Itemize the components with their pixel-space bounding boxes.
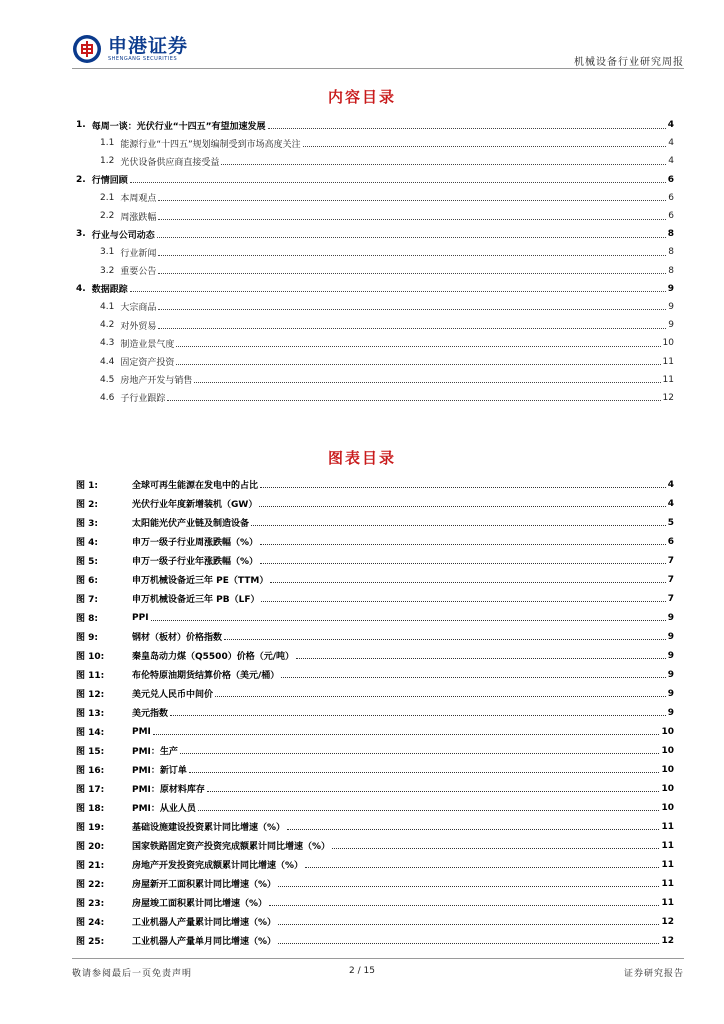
toc-entry-label: 数据跟踪 [91, 285, 128, 296]
dot-leader [260, 544, 666, 545]
report-type: 机械设备行业研究周报 [574, 57, 684, 68]
figure-entry-number: 图 9: [76, 633, 98, 643]
figure-entry-page: 9 [667, 688, 674, 699]
toc-entry[interactable] [76, 298, 674, 316]
figure-entry-label: 申万机械设备近三年 PB（LF） [132, 595, 260, 605]
toc-entry-page: 4 [668, 138, 674, 149]
dot-leader [130, 182, 666, 183]
figure-entry[interactable] [76, 836, 674, 855]
dot-leader [332, 848, 659, 849]
figure-entry-label: 美元兑人民币中间价 [132, 690, 214, 700]
figure-entry-number: 图 16: [76, 766, 105, 776]
toc-entry-label: 对外贸易 [120, 321, 157, 332]
dot-leader [157, 237, 666, 238]
dot-leader [287, 829, 659, 830]
figure-entry-page: 9 [667, 612, 674, 623]
dot-leader [270, 582, 665, 583]
dot-leader [198, 810, 660, 811]
figure-entry-page: 11 [661, 859, 674, 870]
figure-list [76, 475, 674, 950]
dot-leader [158, 309, 666, 310]
figure-entry-label: 工业机器人产量单月同比增速（%） [132, 937, 277, 947]
dot-leader [130, 291, 666, 292]
figure-entry[interactable] [76, 893, 674, 912]
figure-entry-page: 12 [661, 935, 674, 946]
figure-entry-label: PMI：新订单 [132, 766, 187, 776]
figure-entry-page: 7 [667, 593, 674, 604]
toc-entry-label: 每周一谈：光伏行业“十四五”有望加速发展 [91, 121, 266, 132]
figure-entry-number: 图 21: [76, 861, 105, 871]
toc-entry-label: 光伏设备供应商直接受益 [120, 157, 220, 168]
figure-entry-page: 11 [661, 897, 674, 908]
figure-entry-label: 光伏行业年度新增装机（GW） [132, 500, 258, 510]
dot-leader [281, 677, 665, 678]
figure-entry-page: 11 [661, 840, 674, 851]
toc-entry[interactable] [76, 389, 674, 407]
toc-entry-number: 3.1 [100, 247, 115, 258]
toc-entry[interactable] [76, 243, 674, 261]
toc-entry[interactable] [76, 280, 674, 298]
figure-entry-number: 图 18: [76, 804, 105, 814]
figure-entry[interactable] [76, 798, 674, 817]
toc-entry-label: 子行业跟踪 [120, 394, 166, 405]
figure-entry-page: 11 [661, 821, 674, 832]
toc-entry-number: 2.1 [100, 192, 115, 203]
figure-entry[interactable] [76, 722, 674, 741]
figure-entry-page: 4 [667, 479, 674, 490]
toc-entry-number: 1.1 [100, 138, 115, 149]
dot-leader [176, 346, 660, 347]
figure-entry-label: 太阳能光伏产业链及制造设备 [132, 519, 250, 529]
figure-entry-number: 图 11: [76, 671, 105, 681]
dot-leader [305, 867, 659, 868]
figure-entry-number: 图 6: [76, 576, 98, 586]
footer-disclaimer: 敬请参阅最后一页免责声明 [72, 969, 193, 979]
toc-entry[interactable] [76, 352, 674, 370]
figure-entry-number: 图 15: [76, 747, 105, 757]
figure-entry-number: 图 19: [76, 823, 105, 833]
dot-leader [260, 487, 666, 488]
toc-entry-number: 4.6 [100, 392, 115, 403]
dot-leader [303, 146, 667, 147]
dot-leader [221, 164, 666, 165]
footer-divider [72, 958, 684, 959]
figure-entry-label: 申万一级子行业年涨跌幅（%） [132, 557, 259, 567]
table-of-contents [76, 116, 674, 407]
figure-entry-label: 国家铁路固定资产投资完成额累计同比增速（%） [132, 842, 331, 852]
dot-leader [278, 943, 659, 944]
figure-entry-number: 图 23: [76, 899, 105, 909]
toc-entry-page: 6 [668, 211, 674, 222]
logo-name-en: SHENGANG SECURITIES [108, 55, 178, 62]
figure-entry-number: 图 14: [76, 728, 105, 738]
dot-leader [180, 753, 660, 754]
figure-entry[interactable] [76, 494, 674, 513]
figure-entry-label: 布伦特原油期货结算价格（美元/桶） [132, 671, 280, 681]
figure-entry-label: PMI：生产 [132, 747, 178, 757]
dot-leader [261, 601, 665, 602]
figure-entry[interactable] [76, 779, 674, 798]
figure-entry-label: PMI：从业人员 [132, 804, 196, 814]
dot-leader [278, 924, 659, 925]
figure-entry-label: PMI [132, 726, 151, 737]
toc-entry-page: 6 [667, 174, 674, 185]
toc-entry-number: 2.2 [100, 211, 115, 222]
figure-entry-number: 图 8: [76, 614, 98, 624]
figure-entry-label: 秦皇岛动力煤（Q5500）价格（元/吨） [132, 652, 294, 662]
figure-entry-number: 图 1: [76, 481, 98, 491]
dot-leader [278, 886, 659, 887]
toc-entry-label: 制造业景气度 [120, 339, 175, 350]
toc-entry-label: 行业新闻 [120, 248, 157, 259]
figure-entry[interactable] [76, 912, 674, 931]
figure-entry-page: 4 [667, 498, 674, 509]
figure-entry[interactable] [76, 855, 674, 874]
toc-entry-page: 8 [668, 247, 674, 258]
toc-entry-page: 12 [662, 392, 674, 403]
figure-entry-label: 工业机器人产量累计同比增速（%） [132, 918, 277, 928]
toc-entry-number: 1.2 [100, 156, 115, 167]
toc-entry-page: 11 [662, 374, 674, 385]
toc-entry-label: 固定资产投资 [120, 358, 175, 369]
toc-entry-label: 行情回顾 [91, 176, 128, 187]
dot-leader [158, 200, 666, 201]
logo-name-cn: 申港证券 [108, 34, 189, 57]
figure-entry-page: 10 [661, 745, 674, 756]
toc-entry[interactable] [76, 116, 674, 134]
dot-leader [215, 696, 666, 697]
toc-entry-number: 4.3 [100, 338, 115, 349]
dot-leader [158, 328, 666, 329]
figure-entry-page: 9 [667, 669, 674, 680]
toc-entry-number: 4.4 [100, 356, 115, 367]
figure-entry-number: 图 3: [76, 519, 98, 529]
toc-entry-number: 2. [76, 174, 86, 185]
figure-entry[interactable] [76, 741, 674, 760]
figure-entry[interactable] [76, 475, 674, 494]
shengang-logo-icon [72, 34, 102, 64]
figure-entry[interactable] [76, 627, 674, 646]
dot-leader [260, 563, 666, 564]
dot-leader [151, 620, 666, 621]
figure-entry-label: 申万一级子行业周涨跌幅（%） [132, 538, 259, 548]
figure-entry-number: 图 4: [76, 538, 98, 548]
figure-entry-page: 9 [667, 707, 674, 718]
toc-entry[interactable] [76, 189, 674, 207]
toc-entry-label: 周涨跌幅 [120, 212, 157, 223]
toc-entry-page: 9 [668, 301, 674, 312]
figure-entry-number: 图 7: [76, 595, 98, 605]
figure-entry-number: 图 2: [76, 500, 98, 510]
figure-entry-label: 房地产开发投资完成额累计同比增速（%） [132, 861, 304, 871]
dot-leader [189, 772, 660, 773]
toc-entry-number: 1. [76, 120, 86, 131]
toc-entry-page: 8 [668, 265, 674, 276]
figure-entry[interactable] [76, 646, 674, 665]
toc-entry-label: 本周观点 [120, 194, 157, 205]
figure-entry-page: 9 [667, 631, 674, 642]
figure-entry-label: 美元指数 [132, 709, 169, 719]
figure-entry-number: 图 10: [76, 652, 105, 662]
figure-entry-label: 房屋竣工面积累计同比增速（%） [132, 899, 268, 909]
figures-title: 图表目录 [327, 449, 396, 467]
toc-entry-page: 11 [662, 356, 674, 367]
toc-entry[interactable] [76, 134, 674, 152]
figure-entry-page: 10 [661, 764, 674, 775]
figure-entry-page: 5 [667, 517, 674, 528]
toc-entry[interactable] [76, 207, 674, 225]
dot-leader [170, 715, 666, 716]
toc-entry-page: 9 [667, 283, 674, 294]
toc-entry-page: 9 [668, 320, 674, 331]
toc-entry[interactable] [76, 152, 674, 170]
toc-entry-label: 重要公告 [120, 267, 157, 278]
dot-leader [153, 734, 660, 735]
figure-entry-label: 申万机械设备近三年 PE（TTM） [132, 576, 269, 586]
toc-entry-label: 房地产开发与销售 [120, 376, 193, 387]
figure-entry-number: 图 13: [76, 709, 105, 719]
toc-entry[interactable] [76, 171, 674, 189]
toc-entry-label: 行业与公司动态 [91, 230, 155, 241]
figure-entry[interactable] [76, 608, 674, 627]
page-header [72, 32, 684, 72]
figure-entry[interactable] [76, 931, 674, 950]
toc-entry-page: 6 [668, 192, 674, 203]
dot-leader [296, 658, 666, 659]
figure-entry[interactable] [76, 570, 674, 589]
figure-entry-page: 12 [661, 916, 674, 927]
toc-entry-page: 4 [668, 156, 674, 167]
figure-entry-page: 7 [667, 555, 674, 566]
figure-entry[interactable] [76, 874, 674, 893]
toc-entry-page: 10 [662, 338, 674, 349]
dot-leader [259, 506, 665, 507]
toc-entry[interactable] [76, 262, 674, 280]
figure-entry[interactable] [76, 817, 674, 836]
dot-leader [158, 273, 666, 274]
toc-entry-number: 4.2 [100, 320, 115, 331]
figure-entry-label: 基础设施建设投资累计同比增速（%） [132, 823, 286, 833]
toc-entry-number: 4.5 [100, 374, 115, 385]
toc-entry-number: 4. [76, 283, 86, 294]
dot-leader [158, 255, 666, 256]
figure-entry-page: 10 [661, 726, 674, 737]
figure-entry-page: 6 [667, 536, 674, 547]
toc-entry-label: 大宗商品 [120, 303, 157, 314]
figure-entry[interactable] [76, 703, 674, 722]
toc-entry[interactable] [76, 316, 674, 334]
figure-entry-page: 7 [667, 574, 674, 585]
figure-entry[interactable] [76, 551, 674, 570]
dot-leader [251, 525, 666, 526]
dot-leader [158, 219, 666, 220]
figure-entry-page: 10 [661, 783, 674, 794]
figure-entry[interactable] [76, 684, 674, 703]
figure-entry[interactable] [76, 760, 674, 779]
figure-entry-number: 图 12: [76, 690, 105, 700]
header-divider [72, 68, 684, 69]
toc-entry[interactable] [76, 225, 674, 243]
dot-leader [167, 400, 660, 401]
figure-entry-page: 11 [661, 878, 674, 889]
figure-entry[interactable] [76, 532, 674, 551]
figure-entry-label: 钢材（板材）价格指数 [132, 633, 223, 643]
dot-leader [224, 639, 666, 640]
dot-leader [194, 382, 660, 383]
figure-entry-label: 全球可再生能源在发电中的占比 [132, 481, 259, 491]
dot-leader [207, 791, 660, 792]
toc-entry-page: 4 [667, 120, 674, 131]
figure-entry[interactable] [76, 665, 674, 684]
figure-entry-number: 图 17: [76, 785, 105, 795]
company-logo [72, 34, 188, 64]
dot-leader [176, 364, 660, 365]
figure-entry[interactable] [76, 589, 674, 608]
figure-entry[interactable] [76, 513, 674, 532]
toc-entry[interactable] [76, 371, 674, 389]
figure-entry-number: 图 5: [76, 557, 98, 567]
toc-entry-number: 3.2 [100, 265, 115, 276]
figure-entry-number: 图 22: [76, 880, 105, 890]
toc-entry-number: 3. [76, 229, 86, 240]
figure-entry-label: PPI [132, 612, 149, 623]
toc-entry[interactable] [76, 334, 674, 352]
dot-leader [268, 128, 666, 129]
figure-entry-label: PMI：原材料库存 [132, 785, 205, 795]
figure-entry-number: 图 24: [76, 918, 105, 928]
dot-leader [269, 905, 659, 906]
figure-entry-number: 图 20: [76, 842, 105, 852]
footer-label: 证券研究报告 [623, 969, 684, 979]
toc-entry-number: 4.1 [100, 301, 115, 312]
toc-title: 内容目录 [327, 88, 396, 106]
figure-entry-page: 9 [667, 650, 674, 661]
figure-entry-label: 房屋新开工面积累计同比增速（%） [132, 880, 277, 890]
figure-entry-page: 10 [661, 802, 674, 813]
toc-entry-page: 8 [667, 229, 674, 240]
toc-entry-label: 能源行业“十四五”规划编制受到市场高度关注 [120, 139, 301, 150]
page-number: 2 / 15 [349, 966, 375, 976]
figure-entry-number: 图 25: [76, 937, 105, 947]
